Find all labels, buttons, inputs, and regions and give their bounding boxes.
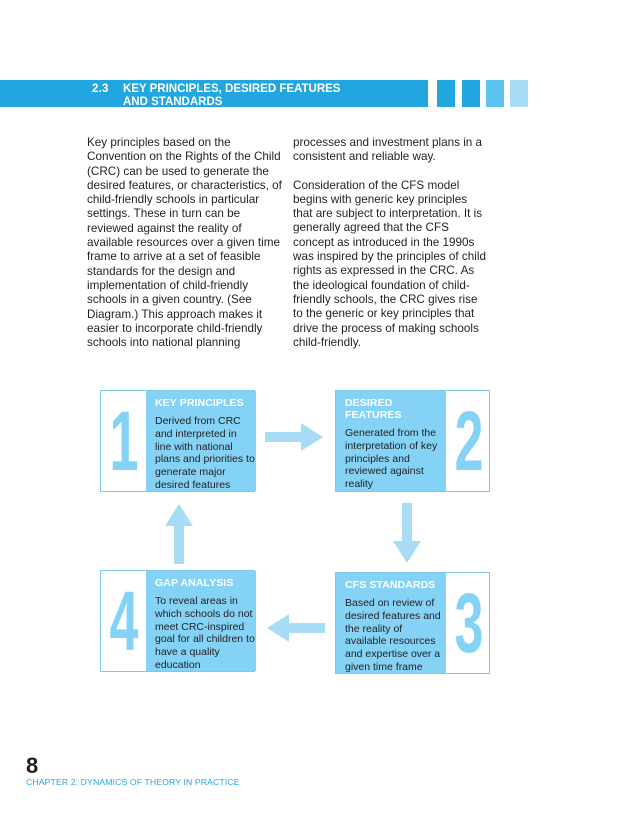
- box-content: [336, 391, 446, 491]
- body-paragraph: Consideration of the CFS model begins with generic key principles that are subject to interpretation. It is generally agreed that the CFS concept as introduced in the 1990s was inspired by the principles of child rights as expressed in the CRC. As the ideological foundation of child-friendly schools, the CRC gives rise to the generic or key principles that drive the process of making schools child-friendly.: [293, 178, 486, 349]
- box-body: To reveal areas in which schools do not meet CRC-inspired goal for all children to have a quality education: [155, 595, 255, 671]
- section-number: 2.3: [92, 83, 109, 95]
- box-content: [146, 571, 256, 671]
- section-title-line-1: KEY PRINCIPLES, DESIRED FEATURES: [123, 83, 341, 95]
- diagram-box-cfs-standards: [335, 572, 490, 674]
- box-content: [146, 391, 256, 491]
- header-decor-block: [462, 80, 480, 107]
- step-number: 3: [454, 576, 484, 670]
- page-number: 8: [26, 753, 39, 778]
- header-decor-block: [510, 80, 528, 107]
- header-decor-block: [486, 80, 504, 107]
- arrow-up-icon: [164, 502, 194, 564]
- header-decor-block: [437, 80, 455, 107]
- body-paragraph: Key principles based on the Convention on the Rights of the Child (CRC) can be used to generate the desired features, or characteristics, of child-friendly schools in particular settings. These in turn can be reviewed against the reality of available resources over a given time frame to arrive at a set of feasible standards for the design and implementation of child-friendly schools in a given country. (See Diagram.) This approach makes it easier to incorporate child-friendly schools into national planning: [87, 136, 282, 350]
- box-heading: GAP ANALYSIS: [155, 577, 234, 589]
- section-title-line-2: AND STANDARDS: [123, 95, 223, 108]
- box-heading: CFS STANDARDS: [345, 579, 436, 591]
- right-column: [293, 136, 489, 350]
- box-heading: DESIRED FEATURES: [345, 397, 402, 421]
- left-column: [87, 136, 283, 350]
- box-body: Generated from the interpretation of key principles and reviewed against reality: [345, 427, 438, 491]
- step-number: 2: [454, 394, 484, 488]
- arrow-left-icon: [265, 613, 325, 643]
- box-body: Derived from CRC and interpreted in line with national plans and priorities to generate major desired features: [155, 415, 255, 491]
- diagram-box-gap-analysis: [100, 570, 255, 672]
- step-number: 1: [109, 394, 139, 488]
- arrow-right-icon: [265, 422, 325, 452]
- diagram-box-desired-features: [335, 390, 490, 492]
- box-heading: KEY PRINCIPLES: [155, 397, 244, 409]
- box-body: Based on review of desired features and the reality of available resources and expertise over a given time frame: [345, 597, 441, 673]
- diagram-box-key-principles: [100, 390, 255, 492]
- body-paragraph: processes and investment plans in a consistent and reliable way.: [293, 136, 483, 164]
- step-number: 4: [109, 574, 139, 668]
- chapter-footer: CHAPTER 2: DYNAMICS OF THEORY IN PRACTICE: [26, 777, 240, 787]
- arrow-down-icon: [392, 503, 422, 565]
- box-content: [336, 573, 446, 673]
- section-title: [123, 83, 423, 108]
